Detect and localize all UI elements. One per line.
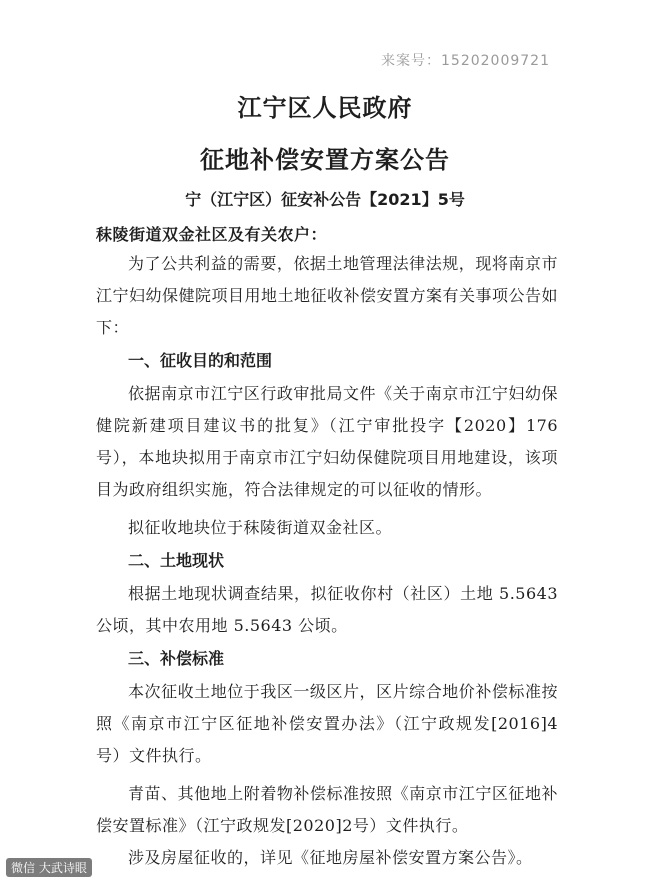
record-number: 来案号：15202009721 [381,53,550,69]
addressee: 秣陵街道双金社区及有关农户： [96,225,328,244]
section1-paragraph-2: 拟征收地块位于秣陵街道双金社区。 [128,518,393,537]
section-heading-compensation: 三、补偿标准 [128,649,225,668]
watermark-label: 微信 大武诗眼 [6,858,92,877]
section3-paragraph-3: 涉及房屋征收的，详见《征地房屋补偿安置方案公告》。 [128,848,533,867]
section-heading-land-status: 二、土地现状 [128,551,225,570]
document-number: 宁（江宁区）征安补公告【2021】5号 [185,190,465,209]
announcement-title: 征地补偿安置方案公告 [200,145,450,174]
section-heading-purpose: 一、征收目的和范围 [128,351,273,370]
section2-paragraph-1: 根据土地现状调查结果，拟征收你村（社区）土地 5.5643 公顷，其中农用地 5.5643 公顷。 [96,584,558,635]
section1-paragraph-1: 依据南京市江宁区行政审批局文件《关于南京市江宁妇幼保健院新建项目建议书的批复》（江宁审批投字【2020】176号），本地块拟用于南京市江宁妇幼保健院项目用地建设，该项目为政府组织实施，符合法律规定的可以征收的情形。 [96,384,558,499]
section3-paragraph-1: 本次征收土地位于我区一级区片，区片综合地价补偿标准按照《南京市江宁区征地补偿安置办法》（江宁政规发[2016]4号）文件执行。 [96,682,558,765]
section3-paragraph-2: 青苗、其他地上附着物补偿标准按照《南京市江宁区征地补偿安置标准》（江宁政规发[2020]2号）文件执行。 [96,784,558,835]
document-body [96,222,558,874]
intro-paragraph: 为了公共利益的需要，依据土地管理法律法规，现将南京市江宁妇幼保健院项目用地土地征收补偿安置方案有关事项公告如下： [96,254,559,337]
issuer-title: 江宁区人民政府 [237,93,413,122]
